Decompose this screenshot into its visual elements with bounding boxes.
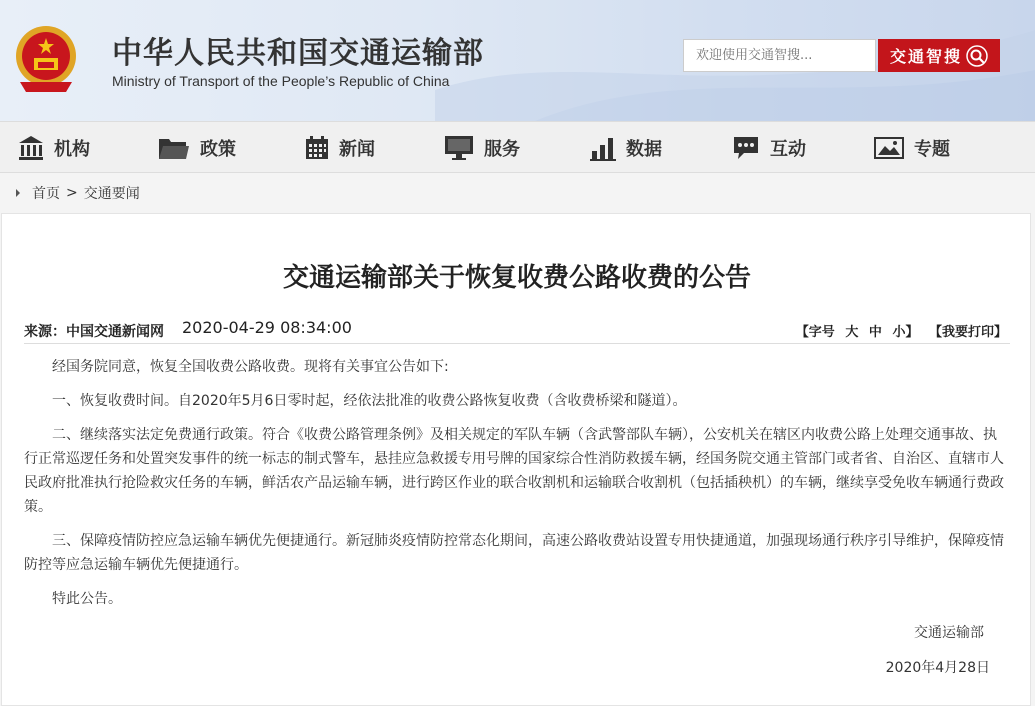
nav-label: 专题 xyxy=(914,139,950,160)
article-paragraph: 一、恢复收费时间。自2020年5月6日零时起，经依法批准的收费公路恢复收费（含收费桥梁和隧道）。 xyxy=(52,393,687,409)
nav-item-data[interactable] xyxy=(590,122,662,174)
nav-item-service[interactable] xyxy=(444,122,520,174)
nav-label: 数据 xyxy=(626,139,662,160)
article-signature: 交通运输部 xyxy=(914,625,984,641)
nav-item-organization[interactable] xyxy=(18,122,90,174)
folder-icon xyxy=(158,135,190,161)
nav-label: 机构 xyxy=(54,139,90,160)
article-source: 来源：中国交通新闻网 xyxy=(24,324,164,340)
article-paragraph: 经国务院同意，恢复全国收费公路收费。现将有关事宜公告如下: xyxy=(52,359,449,375)
chat-bubble-icon xyxy=(732,135,760,161)
site-subtitle: Ministry of Transport of the People’s Republic of China xyxy=(112,73,450,89)
font-size-small-button[interactable]: 小】 xyxy=(892,325,919,340)
breadcrumb-home-link[interactable]: 首页 xyxy=(32,186,60,202)
article-tools xyxy=(793,321,1010,340)
article-sign-date: 2020年4月28日 xyxy=(885,660,990,676)
nav-item-policy[interactable] xyxy=(158,122,236,174)
search-button-label: 交通智搜 xyxy=(889,47,962,66)
site-header xyxy=(0,0,1035,121)
article-meta xyxy=(24,318,1010,344)
nav-label: 新闻 xyxy=(339,139,375,160)
search-input[interactable] xyxy=(683,39,876,72)
nav-item-news[interactable] xyxy=(305,122,375,174)
font-size-large-button[interactable]: 大 xyxy=(845,325,859,340)
breadcrumb-separator: > xyxy=(66,185,78,201)
image-icon xyxy=(874,136,904,160)
nav-label: 服务 xyxy=(484,139,520,160)
article-datetime: 2020-04-29 08:34:00 xyxy=(182,318,352,337)
building-icon xyxy=(18,135,44,161)
article-paragraph: 三、保障疫情防控应急运输车辆优先便捷通行。新冠肺炎疫情防控常态化期间，高速公路收费站设置专用快捷通道，加强现场通行秩序引导维护，保障疫情防控等应急运输车辆优先便捷通行。 xyxy=(24,533,1004,573)
article-body xyxy=(24,355,1008,621)
nav-label: 互动 xyxy=(770,139,806,160)
calendar-icon xyxy=(305,136,329,160)
font-size-label: 【字号 xyxy=(795,325,835,340)
search-button[interactable] xyxy=(878,39,1000,72)
font-size-medium-button[interactable]: 中 xyxy=(868,325,882,340)
nav-item-interaction[interactable] xyxy=(732,122,806,174)
main-nav xyxy=(0,121,1035,173)
print-button[interactable]: 【我要打印】 xyxy=(928,325,1007,340)
nav-item-topics[interactable] xyxy=(874,122,950,174)
breadcrumb-arrow-icon xyxy=(16,189,20,197)
national-emblem-icon xyxy=(14,22,78,94)
nav-label: 政策 xyxy=(200,139,236,160)
article-paragraph: 二、继续落实法定免费通行政策。符合《收费公路管理条例》及相关规定的军队车辆（含武警部队车辆），公安机关在辖区内收费公路上处理交通事故、执行正常巡逻任务和处置突发事件的统一标志的制式警车，悬挂应急救援专用号牌的国家综合性消防救援车辆，经国务院交通主管部门或者省、自治区、直辖市人民政府批准执行抢险救灾任务的车辆，鲜活农产品运输车辆，进行跨区作业的联合收割机和运输联合收割机（包括插秧机）的车辆，继续享受免收车辆通行费政策。 xyxy=(24,427,1004,515)
monitor-icon xyxy=(444,135,474,161)
bar-chart-icon xyxy=(590,135,616,161)
breadcrumb xyxy=(16,183,140,203)
site-title[interactable]: 中华人民共和国交通运输部 xyxy=(112,36,484,71)
article-paragraph: 特此公告。 xyxy=(52,591,122,607)
article-container xyxy=(1,213,1031,706)
article-title: 交通运输部关于恢复收费公路收费的公告 xyxy=(282,263,751,293)
search-icon xyxy=(966,45,988,67)
breadcrumb-current-link[interactable]: 交通要闻 xyxy=(83,186,140,202)
